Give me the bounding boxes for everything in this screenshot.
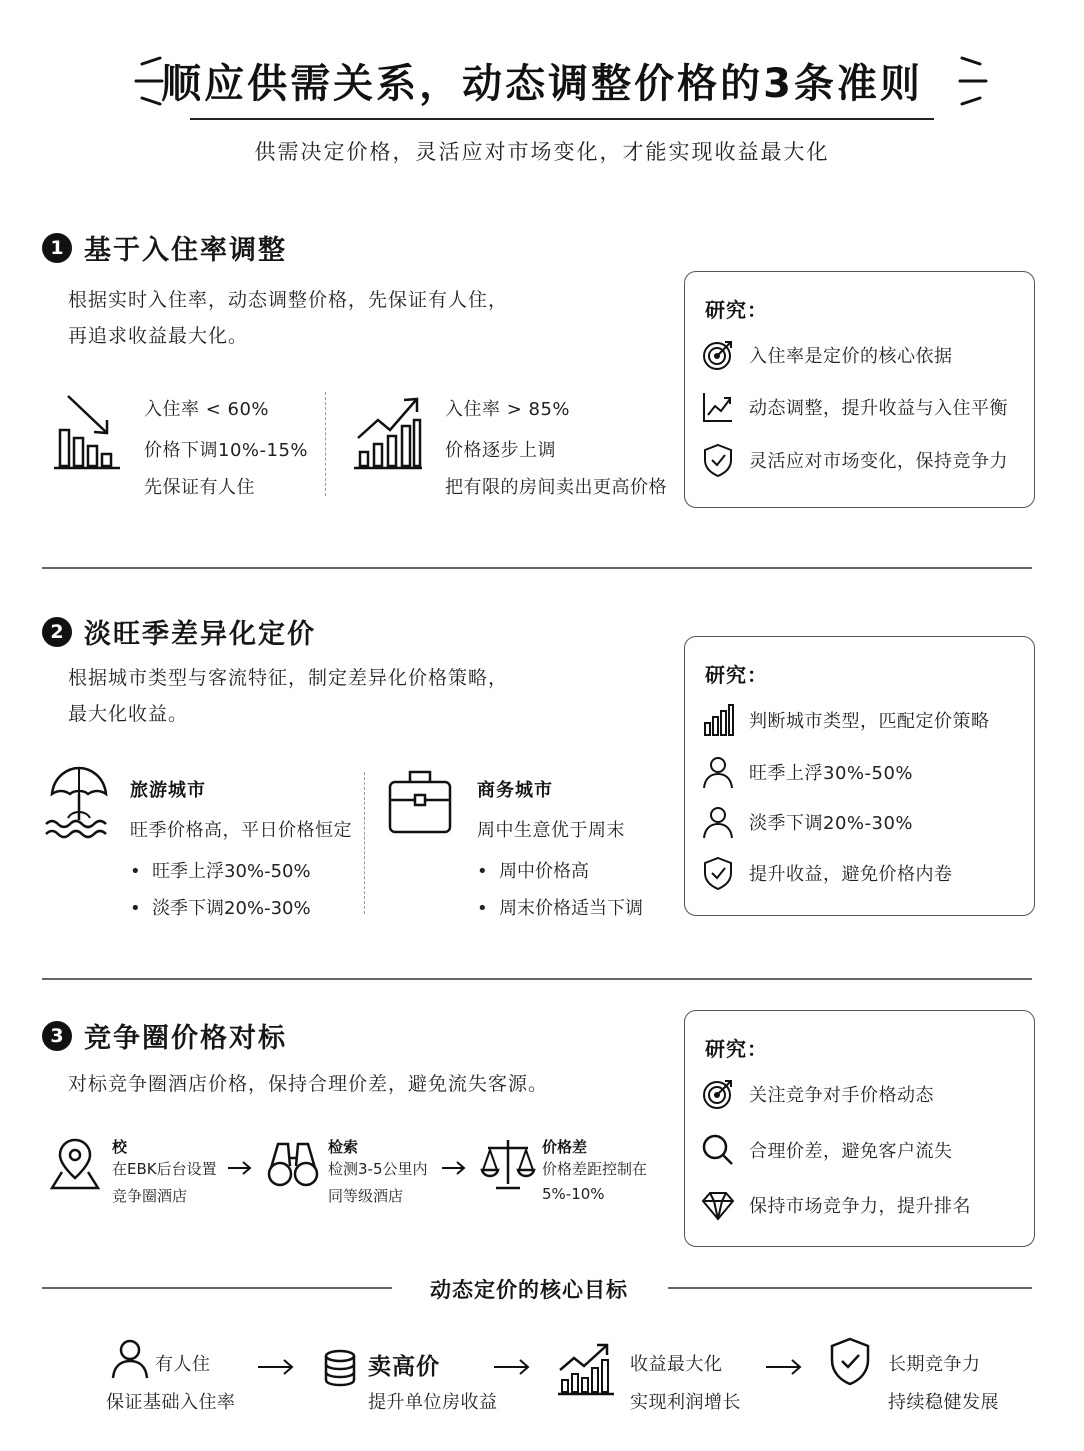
page-title: 顺应供需关系，动态调整价格的3条准则 <box>161 61 923 107</box>
card-title: 研究： <box>705 1037 768 1061</box>
arrow-right-icon <box>226 1160 254 1176</box>
card-item-text: 提升收益，避免价格内卷 <box>749 864 953 885</box>
binoculars-icon <box>266 1136 320 1192</box>
goal-desc: 持续稳健发展 <box>888 1392 999 1413</box>
arrow-right-icon <box>440 1160 468 1176</box>
card-item <box>701 1133 953 1167</box>
step-line1: 价格差距控制在 <box>542 1160 648 1178</box>
card-item <box>701 338 953 372</box>
high-occupancy-action: 价格逐步上调 <box>445 440 556 461</box>
card-item <box>701 703 990 737</box>
person-icon <box>701 805 735 839</box>
scale-icon <box>480 1136 536 1192</box>
map-pin-icon <box>48 1136 102 1192</box>
bullet-text: 旺季上浮30%-50% <box>152 861 311 882</box>
page-subtitle: 供需决定价格，灵活应对市场变化，才能实现收益最大化 <box>254 140 830 164</box>
card-title: 研究： <box>705 298 768 322</box>
growth-chart-icon <box>556 1340 616 1396</box>
high-occupancy-condition: 入住率 > 85% <box>445 399 571 420</box>
section1-description <box>68 282 508 354</box>
card-item-text: 判断城市类型，匹配定价策略 <box>749 711 990 732</box>
card-item-text: 合理价差，避免客户流失 <box>749 1141 953 1162</box>
card-item-text: 淡季下调20%-30% <box>749 813 914 834</box>
low-occupancy-condition: 入住率 < 60% <box>144 399 270 420</box>
goal-title: 有人住 <box>155 1354 211 1375</box>
search-icon <box>701 1133 735 1167</box>
card-title: 研究： <box>705 663 768 687</box>
section-divider <box>42 567 1032 569</box>
low-occupancy-action: 价格下调10%-15% <box>144 440 309 461</box>
card-item <box>701 442 1008 478</box>
section-divider <box>42 978 1032 980</box>
section3-research-card <box>684 1010 1035 1247</box>
shield-check-icon <box>701 855 735 891</box>
coins-icon <box>320 1348 358 1390</box>
person-icon <box>110 1338 150 1380</box>
goals-divider-left <box>42 1287 392 1289</box>
section2-title: 淡旺季差异化定价 <box>84 619 316 650</box>
card-item <box>701 390 1008 424</box>
goal-desc: 实现利润增长 <box>630 1392 741 1413</box>
section2-number: 2 <box>42 617 72 647</box>
section1-desc-line1: 根据实时入住率，动态调整价格，先保证有人住， <box>68 289 509 311</box>
arrow-right-icon <box>256 1358 296 1376</box>
card-item-text: 保持市场竞争力，提升排名 <box>749 1196 971 1217</box>
tourism-city-desc: 旺季价格高，平日价格恒定 <box>130 820 352 841</box>
goals-divider-right <box>668 1287 1032 1289</box>
high-occupancy-note: 把有限的房间卖出更高价格 <box>445 477 667 498</box>
card-item-text: 旺季上浮30%-50% <box>749 763 914 784</box>
bar-chart-up-icon <box>350 392 426 472</box>
section1-number: 1 <box>42 233 72 263</box>
bullet-text: 周中价格高 <box>499 861 590 882</box>
step-label: 检索 <box>328 1138 359 1156</box>
section1-research-card <box>684 271 1035 508</box>
section3-description: 对标竞争圈酒店价格，保持合理价差，避免流失客源。 <box>68 1073 549 1095</box>
card-item <box>701 1077 934 1111</box>
step-label: 价格差 <box>542 1138 588 1156</box>
section1-desc-line2: 再追求收益最大化。 <box>68 325 249 347</box>
briefcase-icon <box>386 766 456 838</box>
section2-desc-line1: 根据城市类型与客流特征，制定差异化价格策略， <box>68 667 509 689</box>
shield-check-icon <box>701 442 735 478</box>
tourism-bullet: • 旺季上浮30%-50% <box>130 861 311 882</box>
target-icon <box>701 1077 735 1111</box>
step-line1: 检测3-5公里内 <box>328 1160 428 1178</box>
tourism-city-title: 旅游城市 <box>130 780 206 801</box>
section1-divider <box>325 392 326 496</box>
goal-title: 卖高价 <box>368 1354 440 1380</box>
card-item <box>701 755 913 789</box>
goal-desc: 保证基础入住率 <box>106 1392 236 1413</box>
section2-desc-line2: 最大化收益。 <box>68 703 189 725</box>
card-item <box>701 855 953 891</box>
tourism-bullet: • 淡季下调20%-30% <box>130 898 311 919</box>
goal-title: 长期竞争力 <box>888 1354 981 1375</box>
arrow-right-icon <box>764 1358 804 1376</box>
card-item-text: 灵活应对市场变化，保持竞争力 <box>749 451 1008 472</box>
shield-check-icon <box>828 1336 872 1388</box>
card-item <box>701 1188 971 1222</box>
card-item-text: 关注竞争对手价格动态 <box>749 1085 934 1106</box>
title-underline <box>190 118 934 120</box>
business-bullet: • 周末价格适当下调 <box>477 898 644 919</box>
goal-title: 收益最大化 <box>630 1354 723 1375</box>
beach-umbrella-icon <box>44 764 114 840</box>
section2-heading <box>42 612 316 651</box>
bullet-text: 淡季下调20%-30% <box>152 898 311 919</box>
bullet-text: 周末价格适当下调 <box>499 898 644 919</box>
trend-up-icon <box>701 390 735 424</box>
arrow-right-icon <box>492 1358 532 1376</box>
right-title-decoration-icon <box>952 56 992 106</box>
step-line2: 竞争圈酒店 <box>112 1187 188 1205</box>
card-item <box>701 805 913 839</box>
business-city-desc: 周中生意优于周末 <box>477 820 625 841</box>
step-line2: 5%-10% <box>542 1185 605 1203</box>
section1-heading <box>42 228 287 267</box>
bar-chart-down-icon <box>50 392 124 472</box>
step-line1: 在EBK后台设置 <box>112 1160 217 1178</box>
section1-title: 基于入住率调整 <box>84 235 287 266</box>
section2-divider <box>364 772 365 914</box>
goal-desc: 提升单位房收益 <box>368 1392 498 1413</box>
goals-title: 动态定价的核心目标 <box>430 1278 628 1302</box>
business-bullet: • 周中价格高 <box>477 861 590 882</box>
section3-number: 3 <box>42 1021 72 1051</box>
section3-title: 竞争圈价格对标 <box>84 1023 287 1054</box>
low-occupancy-note: 先保证有人住 <box>144 477 255 498</box>
card-item-text: 动态调整，提升收益与入住平衡 <box>749 398 1008 419</box>
section2-description <box>68 660 508 732</box>
diamond-icon <box>701 1188 735 1222</box>
business-city-title: 商务城市 <box>477 780 553 801</box>
card-item-text: 入住率是定价的核心依据 <box>749 346 953 367</box>
bar-chart-icon <box>701 703 735 737</box>
step-label: 校 <box>112 1138 128 1156</box>
step-line2: 同等级酒店 <box>328 1187 404 1205</box>
section3-heading <box>42 1016 287 1055</box>
target-icon <box>701 338 735 372</box>
section2-research-card <box>684 636 1035 916</box>
person-icon <box>701 755 735 789</box>
